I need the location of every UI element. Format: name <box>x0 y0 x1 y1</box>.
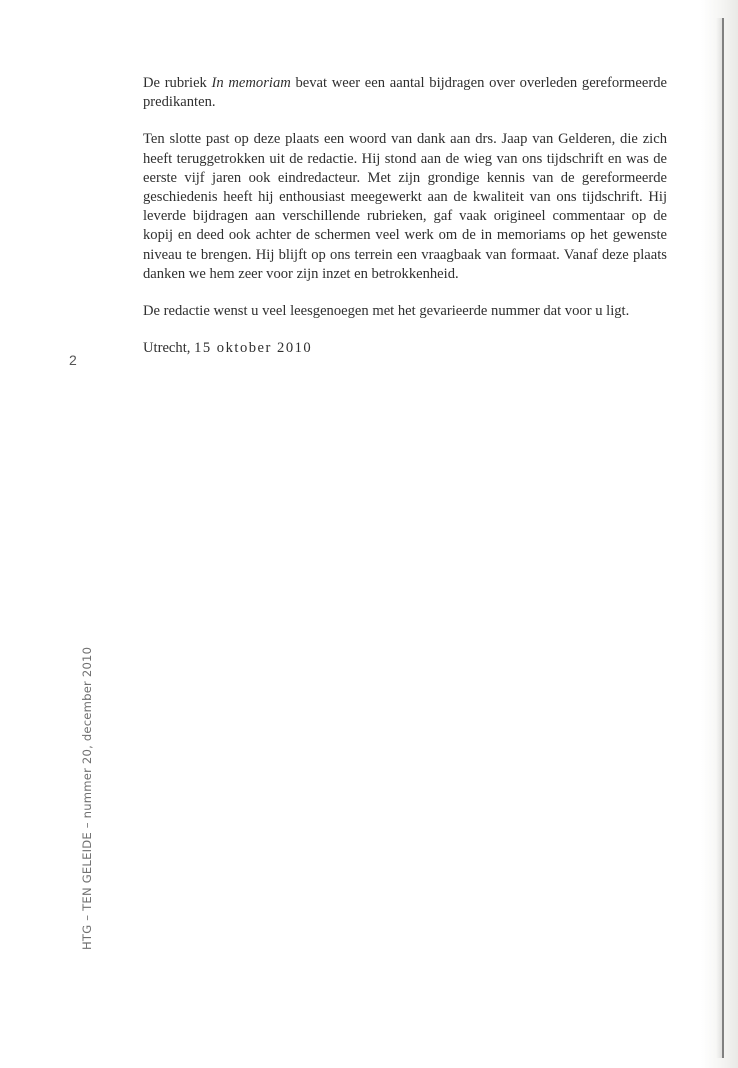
sign-off <box>143 339 667 358</box>
paragraph-text: bevat weer een aantal bijdragen over overleden gereformeerde predikanten. <box>143 75 667 111</box>
book-spine-edge <box>722 18 724 1058</box>
page-number: 2 <box>69 352 77 368</box>
rubric-title: In memoriam <box>211 75 291 91</box>
sign-off-date: 15 oktober 2010 <box>194 340 313 357</box>
paragraph-thanks: Ten slotte past op deze plaats een woord van dank aan drs. Jaap van Gelderen, die zich heeft teruggetrokken uit de redactie. Hij stond aan de wieg van ons tijdschrift en was de eerste vijf jaren ook eindredacteur. Met zijn grondige kennis van de gereformeerde geschiedenis heeft hij enthousiast meegewerkt aan de kwaliteit van ons tijdschrift. Hij leverde bijdragen aan verschillende rubrieken, gaf vaak origineel commentaar op de kopij en deed ook achter de schermen veel werk om de in memoriams op het gewenste niveau te brengen. Hij blijft op ons terrein een vraagbaak van formaat. Vanaf deze plaats danken we hem zeer voor zijn inzet en betrokkenheid. <box>143 131 667 282</box>
body-text <box>143 74 667 376</box>
sign-off-place: Utrecht, <box>143 340 195 357</box>
paragraph-closing-wish: De redactie wenst u veel leesgenoegen met het gevarieerde nummer dat voor u ligt. <box>143 303 630 320</box>
paragraph-text: De rubriek <box>143 75 212 91</box>
paragraph-in-memoriam <box>143 74 667 112</box>
running-footer: HTG – TEN GELEIDE – nummer 20, december 2010 <box>80 646 94 950</box>
